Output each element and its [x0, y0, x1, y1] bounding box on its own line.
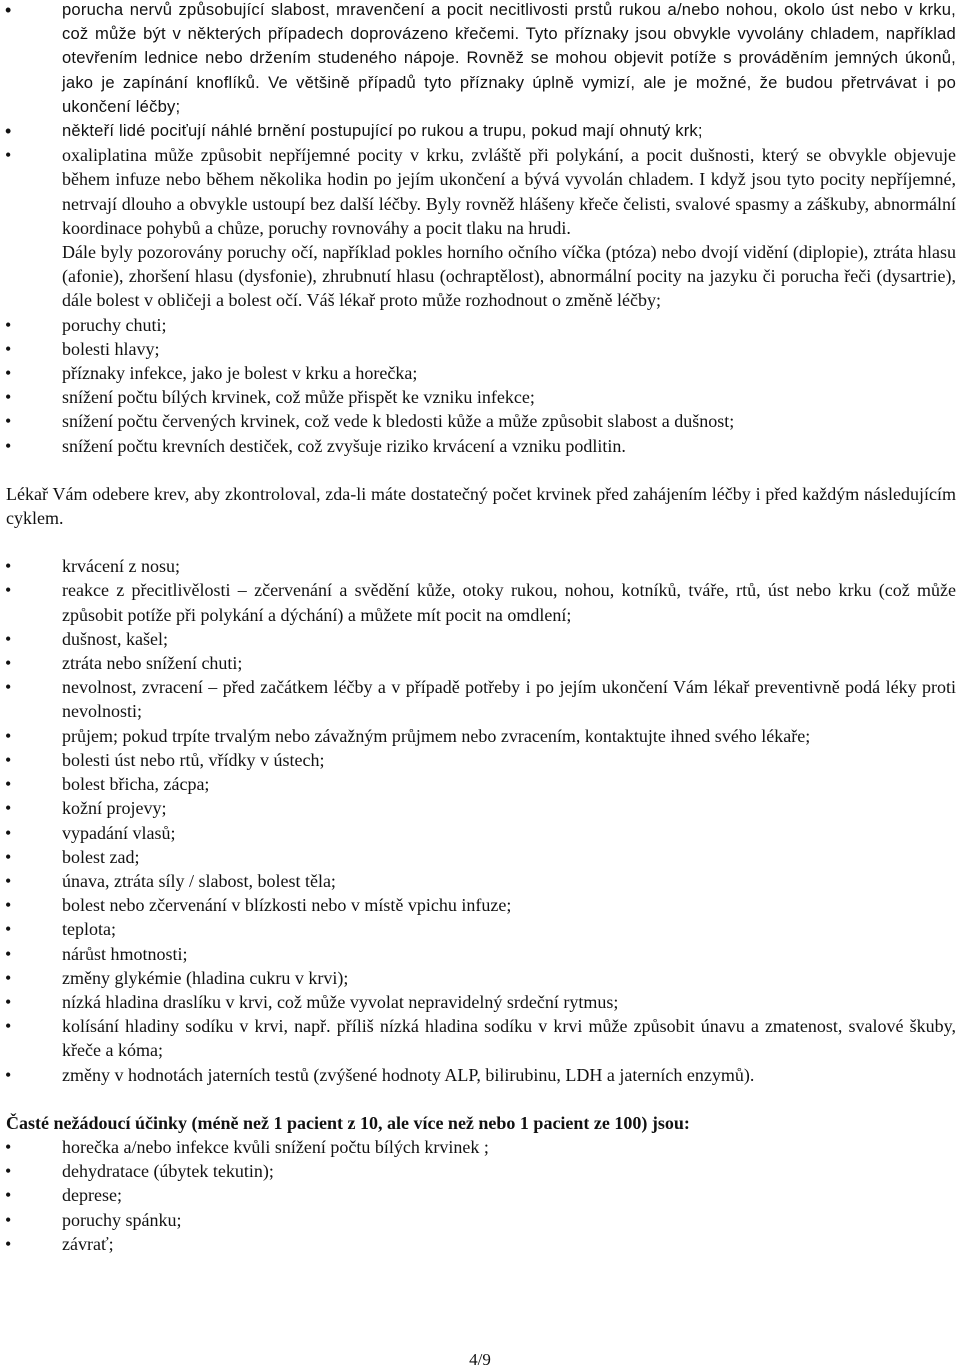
list-item: • reakce z přecitlivělosti – zčervenání a svědění kůže, otoky rukou, nohou, kotníků, tváře, rtů, úst nebo krku (což může způsobit potíže při polykání a dýchání) a můžete mít pocit na omdlení;: [62, 578, 956, 626]
list-item: • bolest nebo zčervenání v blízkosti nebo v místě vpichu infuze;: [62, 893, 956, 917]
continuation-paragraph: Dále byly pozorovány poruchy očí, například pokles horního očního víčka (ptóza) nebo dvojí vidění (diplopie), ztráta hlasu (afonie), zhoršení hlasu (dysfonie), zhrubnutí hlasu (ochraptělost), abnormální pocity na jazyku či porucha řeči (dysartrie), dále bolest v obličeji a bolest očí. Váš lékař proto může rozhodnout o změně léčby;: [62, 242, 956, 311]
list-item: • nevolnost, zvracení – před začátkem léčby a v případě potřeby i po jejím ukončení Vám lékař preventivně podá léky proti nevolnosti;: [62, 675, 956, 723]
list-item: • snížení počtu bílých krvinek, což může přispět ke vzniku infekce;: [62, 385, 956, 409]
list-item: • průjem; pokud trpíte trvalým nebo závažným průjmem nebo zvracením, kontaktujte ihned svého lékaře;: [62, 724, 956, 748]
list-item: • někteří lidé pociťují náhlé brnění postupující po rukou a trupu, pokud mají ohnutý krk;: [62, 119, 956, 143]
list-item: • bolest zad;: [62, 845, 956, 869]
common-side-effects-list: [0, 1135, 960, 1256]
list-item: • poruchy chuti;: [62, 313, 956, 337]
page-number: 4/9: [469, 1350, 491, 1369]
section-heading: Časté nežádoucí účinky (méně než 1 pacient z 10, ale více než nebo 1 pacient ze 100) jsou:: [6, 1112, 690, 1133]
list-item: • bolesti úst nebo rtů, vřídky v ústech;: [62, 748, 956, 772]
list-item: • kožní projevy;: [62, 796, 956, 820]
symptom-list-general: [0, 313, 960, 458]
list-item: • bolest břicha, zácpa;: [62, 772, 956, 796]
list-item: • změny v hodnotách jaterních testů (zvýšené hodnoty ALP, bilirubinu, LDH a jaterních enzymů).: [62, 1063, 956, 1087]
list-item: • bolesti hlavy;: [62, 337, 956, 361]
list-item: • ztráta nebo snížení chuti;: [62, 651, 956, 675]
list-item: • vypadání vlasů;: [62, 821, 956, 845]
list-item: • poruchy spánku;: [62, 1208, 956, 1232]
list-item: • snížení počtu krevních destiček, což zvyšuje riziko krvácení a vzniku podlitin.: [62, 434, 956, 458]
list-item: • snížení počtu červených krvinek, což vede k bledosti kůže a může způsobit slabost a dušnost;: [62, 409, 956, 433]
list-item: • porucha nervů způsobující slabost, mravenčení a pocit necitlivosti prstů rukou a/nebo nohou, okolo úst nebo v krku, což může být v některých případech doprovázeno křečemi. Tyto příznaky jsou obvykle vyvolány chladem, například otevřením lednice nebo držením studeného nápoje. Rovněž se mohou objevit potíže s prováděním jemných úkonů, jako je zapínání knoflíků. Ve většině případů tyto příznaky úplně vymizí, ale je možné, že budou přetrvávat i po ukončení léčby;: [62, 0, 956, 119]
symptom-list-other: [0, 554, 960, 1086]
list-item: • nízká hladina draslíku v krvi, což může vyvolat nepravidelný srdeční rytmus;: [62, 990, 956, 1014]
list-item: • teplota;: [62, 917, 956, 941]
list-item: • dehydratace (úbytek tekutin);: [62, 1159, 956, 1183]
list-item: • příznaky infekce, jako je bolest v krku a horečka;: [62, 361, 956, 385]
list-item: • změny glykémie (hladina cukru v krvi);: [62, 966, 956, 990]
list-item: • závrať;: [62, 1232, 956, 1256]
list-item: • horečka a/nebo infekce kvůli snížení počtu bílých krvinek ;: [62, 1135, 956, 1159]
list-item: • kolísání hladiny sodíku v krvi, např. příliš nízká hladina sodíku v krvi může způsobit únavu a zmatenost, svalové škuby, křeče a kóma;: [62, 1014, 956, 1062]
blood-test-paragraph: Lékař Vám odebere krev, aby zkontroloval, zda-li máte dostatečný počet krvinek před zahájením léčby i před každým následujícím cyklem.: [6, 483, 956, 529]
symptom-list-nerves: [0, 0, 960, 240]
list-item: • krvácení z nosu;: [62, 554, 956, 578]
list-item: • oxaliplatina může způsobit nepříjemné pocity v krku, zvláště při polykání, a pocit dušnosti, který se obvykle objevuje během infuze nebo během několika hodin po jejím ukončení a bývá vyvolán chladem. I když jsou tyto pocity nepříjemné, netrvají dlouho a obvykle ustoupí bez další léčby. Byly rovněž hlášeny křeče čelisti, svalové spasmy a záškuby, abnormální koordinace pohybů a chůze, poruchy rovnováhy a pocit tlaku na hrudi.: [62, 143, 956, 240]
list-item: • dušnost, kašel;: [62, 627, 956, 651]
list-item: • nárůst hmotnosti;: [62, 942, 956, 966]
list-item: • deprese;: [62, 1183, 956, 1207]
list-item: • únava, ztráta síly / slabost, bolest těla;: [62, 869, 956, 893]
